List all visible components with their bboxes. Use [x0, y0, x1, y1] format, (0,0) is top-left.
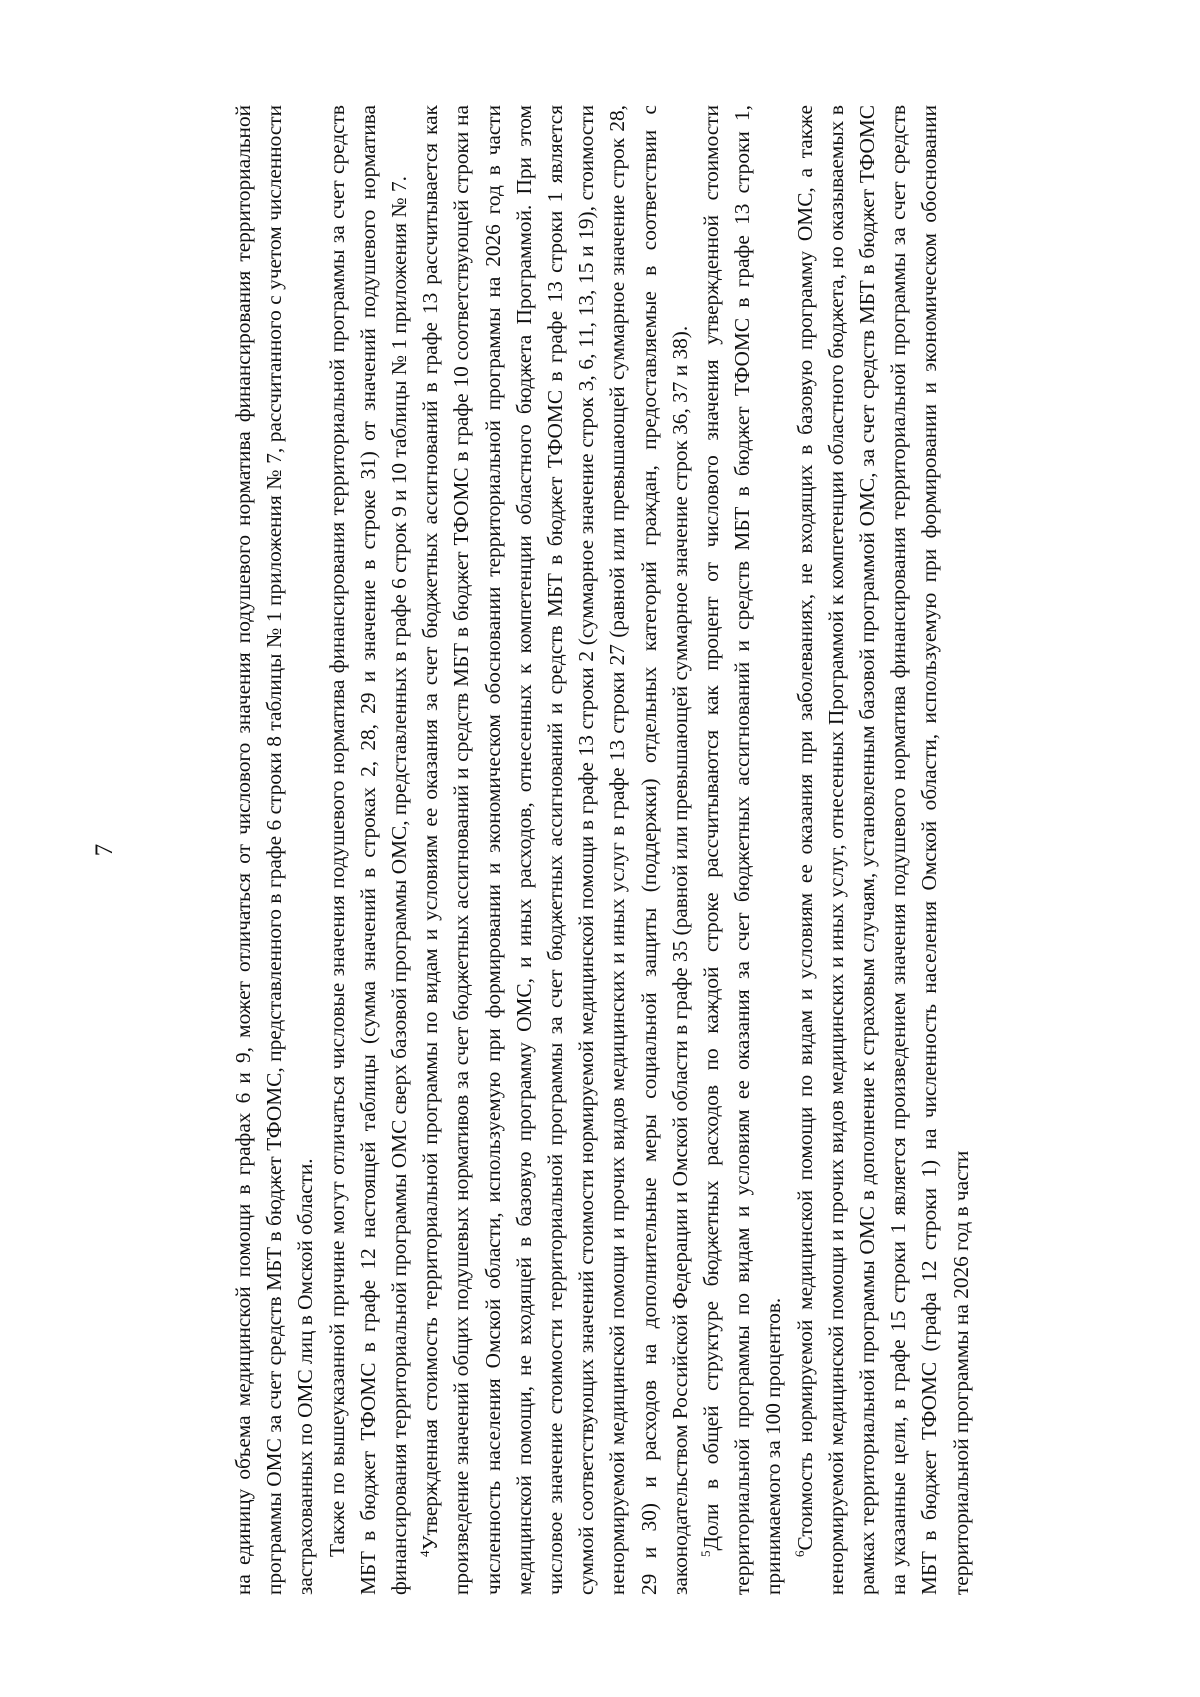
footnote-6 — [790, 105, 977, 1595]
footnote-5 — [696, 105, 790, 1595]
page-number: 7 — [91, 843, 118, 857]
paragraph-2 — [322, 105, 416, 1595]
paragraph-text: Утвержденная стоимость территориальной программы по видам и условиям ее оказания за счет бюджетных ассигнований в графе 13 рассчитывается как произведение значений общих подушевых нормативов за счет бюджетных ассигнований и средств МБТ в бюджет ТФОМС в графе 10 соответствующей строки на численность населения Омской области, используемую при формировании и экономическом обосновании территориальной программы на 2026 год в части медицинской помощи, не входящей в базовую программу ОМС, и иных расходов, отнесенных к компетенции областного бюджета Программой. При этом числовое значение стоимости территориальной программы за счет бюджетных ассигнований и средств МБТ в бюджет ТФОМС в графе 13 строки 1 является суммой соответствующих значений стоимости нормируемой медицинской помощи в графе 13 строки 2 (суммарное значение строк 3, 6, 11, 13, 15 и 19), стоимости ненормируемой медицинской помощи и прочих видов медицинских и иных услуг в графе 13 строки 27 (равной или превышающей суммарное значение строк 28, 29 и 30) и расходов на дополнительные меры социальной защиты (поддержки) отдельных категорий граждан, предоставляемые в соответствии с законодательством Российской Федерации и Омской области в графе 35 (равной или превышающей суммарное значение строк 36, 37 и 38). — [418, 105, 692, 1595]
text-block — [228, 105, 977, 1595]
paragraph-text: Также по вышеуказанной причине могут отличаться числовые значения подушевого норматива финансирования территориальной программы за счет средств МБТ в бюджет ТФОМС в графе 12 настоящей таблицы (сумма значений в строках 2, 28, 29 и значение в строке 31) от значений подушевого норматива финансирования территориальной программы ОМС сверх базовой программы ОМС, представленных в графе 6 строк 9 и 10 таблицы № 1 приложения № 7. — [324, 105, 412, 1595]
footnote-marker: 5 — [697, 1550, 713, 1557]
footnote-4 — [415, 105, 696, 1595]
paragraph-text: на единицу объема медицинской помощи в графах 6 и 9, может отличаться от числового значения подушевого норматива финансирования территориальной программы ОМС за счет средств МБТ в бюджет ТФОМС, представленного в графе 6 строки 8 таблицы № 1 приложения № 7, рассчитанного с учетом численности застрахованных по ОМС лиц в Омской области. — [231, 105, 318, 1595]
paragraph-text: Стоимость нормируемой медицинской помощи по видам и условиям ее оказания при заболеваниях, не входящих в базовую программу ОМС, а также ненормируемой медицинской помощи и прочих видов медицинских и иных услуг, отнесенных Программой к компетенции областного бюджета, но оказываемых в рамках территориальной программы ОМС в дополнение к страховым случаям, установленным базовой программой ОМС, за счет средств МБТ в бюджет ТФОМС на указанные цели, в графе 15 строки 1 является произведением значения подушевого норматива финансирования территориальной программы за счет средств МБТ в бюджет ТФОМС (графа 12 строки 1) на численность населения Омской области, используемую при формировании и экономическом обосновании территориальной программы на 2026 год в части — [792, 105, 973, 1595]
footnote-marker: 4 — [417, 1550, 433, 1557]
page-body — [228, 105, 1168, 1595]
paragraph-1 — [228, 105, 322, 1595]
paragraph-text: Доли в общей структуре бюджетных расходов по каждой строке рассчитываются как процент от числового значения утвержденной стоимости территориальной программы по видам и условиям ее оказания за счет бюджетных ассигнований и средств МБТ в бюджет ТФОМС в графе 13 строки 1, принимаемого за 100 процентов. — [699, 105, 786, 1595]
footnote-marker: 6 — [791, 1550, 807, 1557]
